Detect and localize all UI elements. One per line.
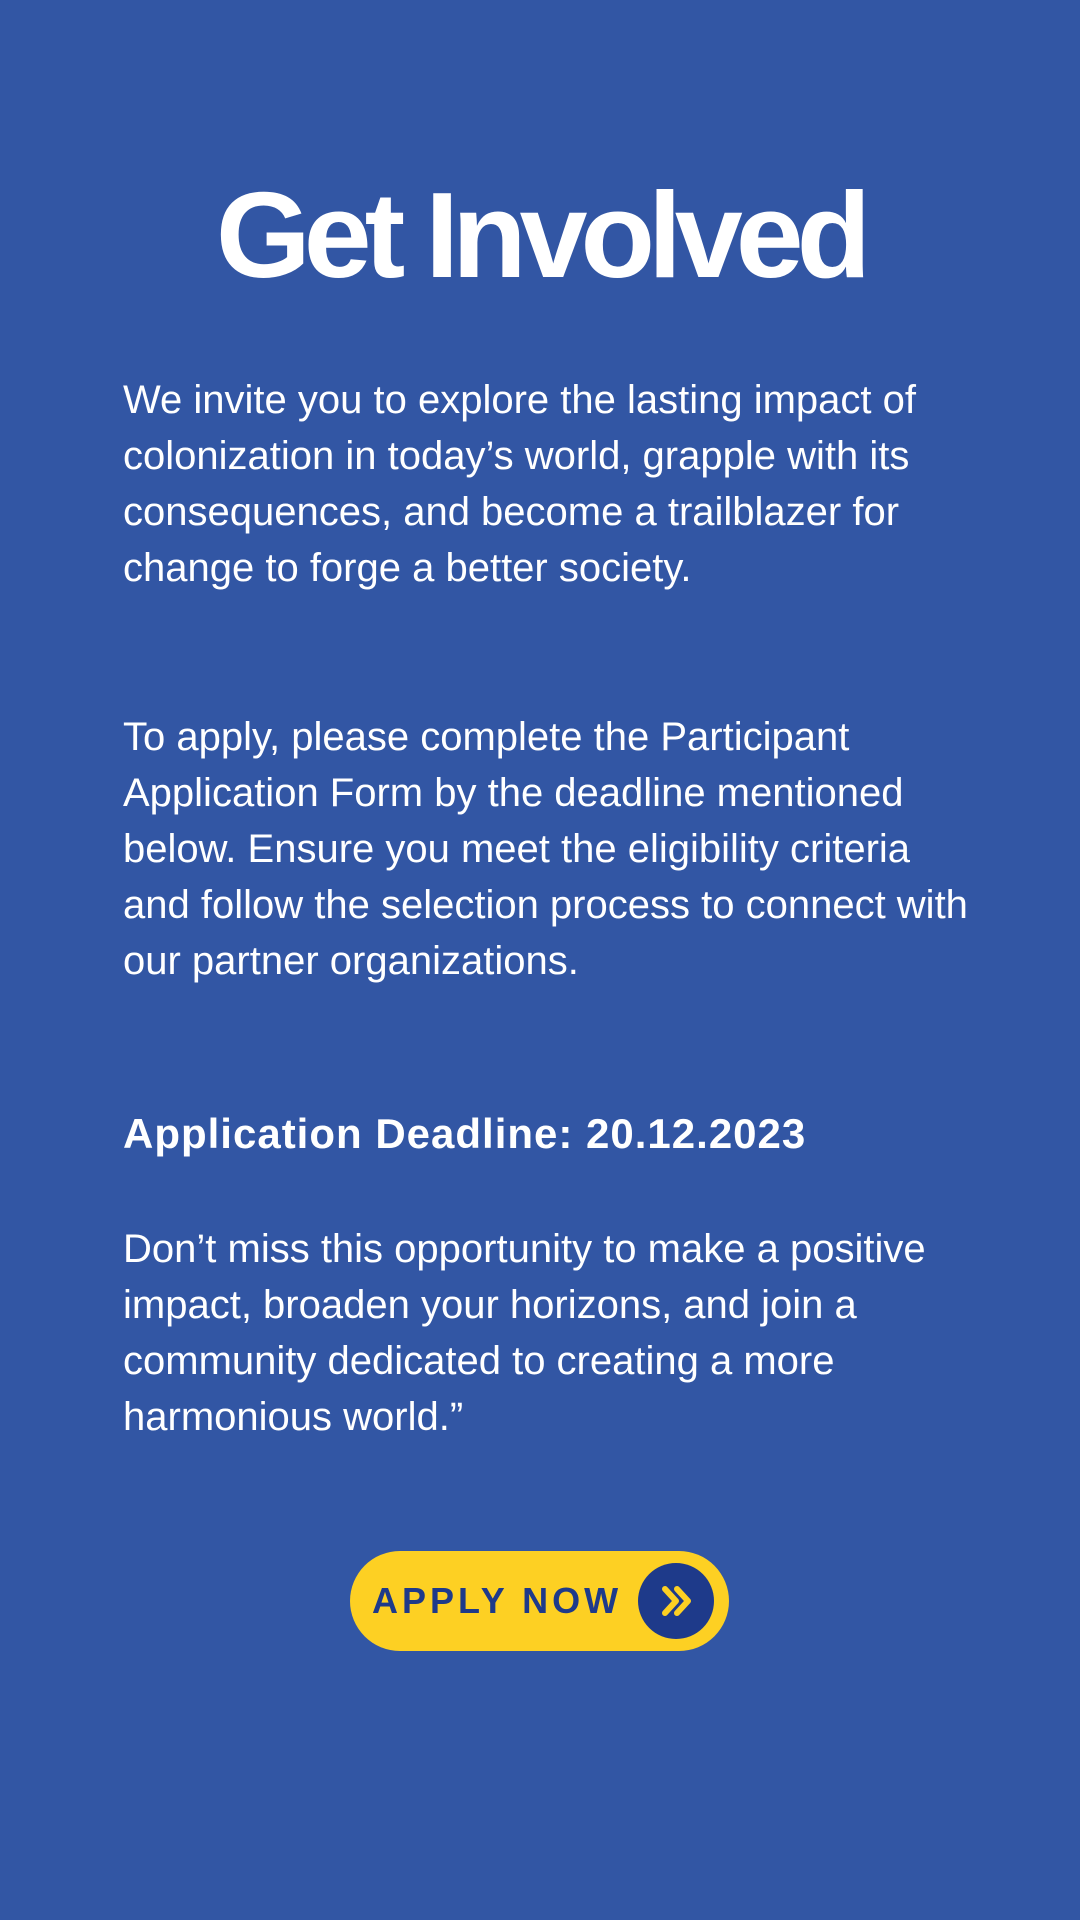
- page-title: Get Involved: [215, 167, 865, 303]
- intro-paragraph: We invite you to explore the lasting impact of colonization in today’s world, grapple with its consequences, and become a trailblazer for change to forge a better society.: [123, 378, 917, 590]
- application-deadline: Application Deadline: 20.12.2023: [123, 1110, 807, 1157]
- closing-paragraph: Don’t miss this opportunity to make a positive impact, broaden your horizons, and join a community dedicated to creating a more harmonious world.”: [123, 1227, 926, 1439]
- application-instructions-paragraph: To apply, please complete the Participant Application Form by the deadline mentioned below. Ensure you meet the eligibility criteria and follow the selection process to connect with our partner organizations.: [123, 715, 968, 983]
- double-chevron-right-icon: [638, 1563, 714, 1639]
- apply-now-button[interactable]: [350, 1551, 729, 1651]
- apply-now-label: APPLY NOW: [372, 1580, 623, 1621]
